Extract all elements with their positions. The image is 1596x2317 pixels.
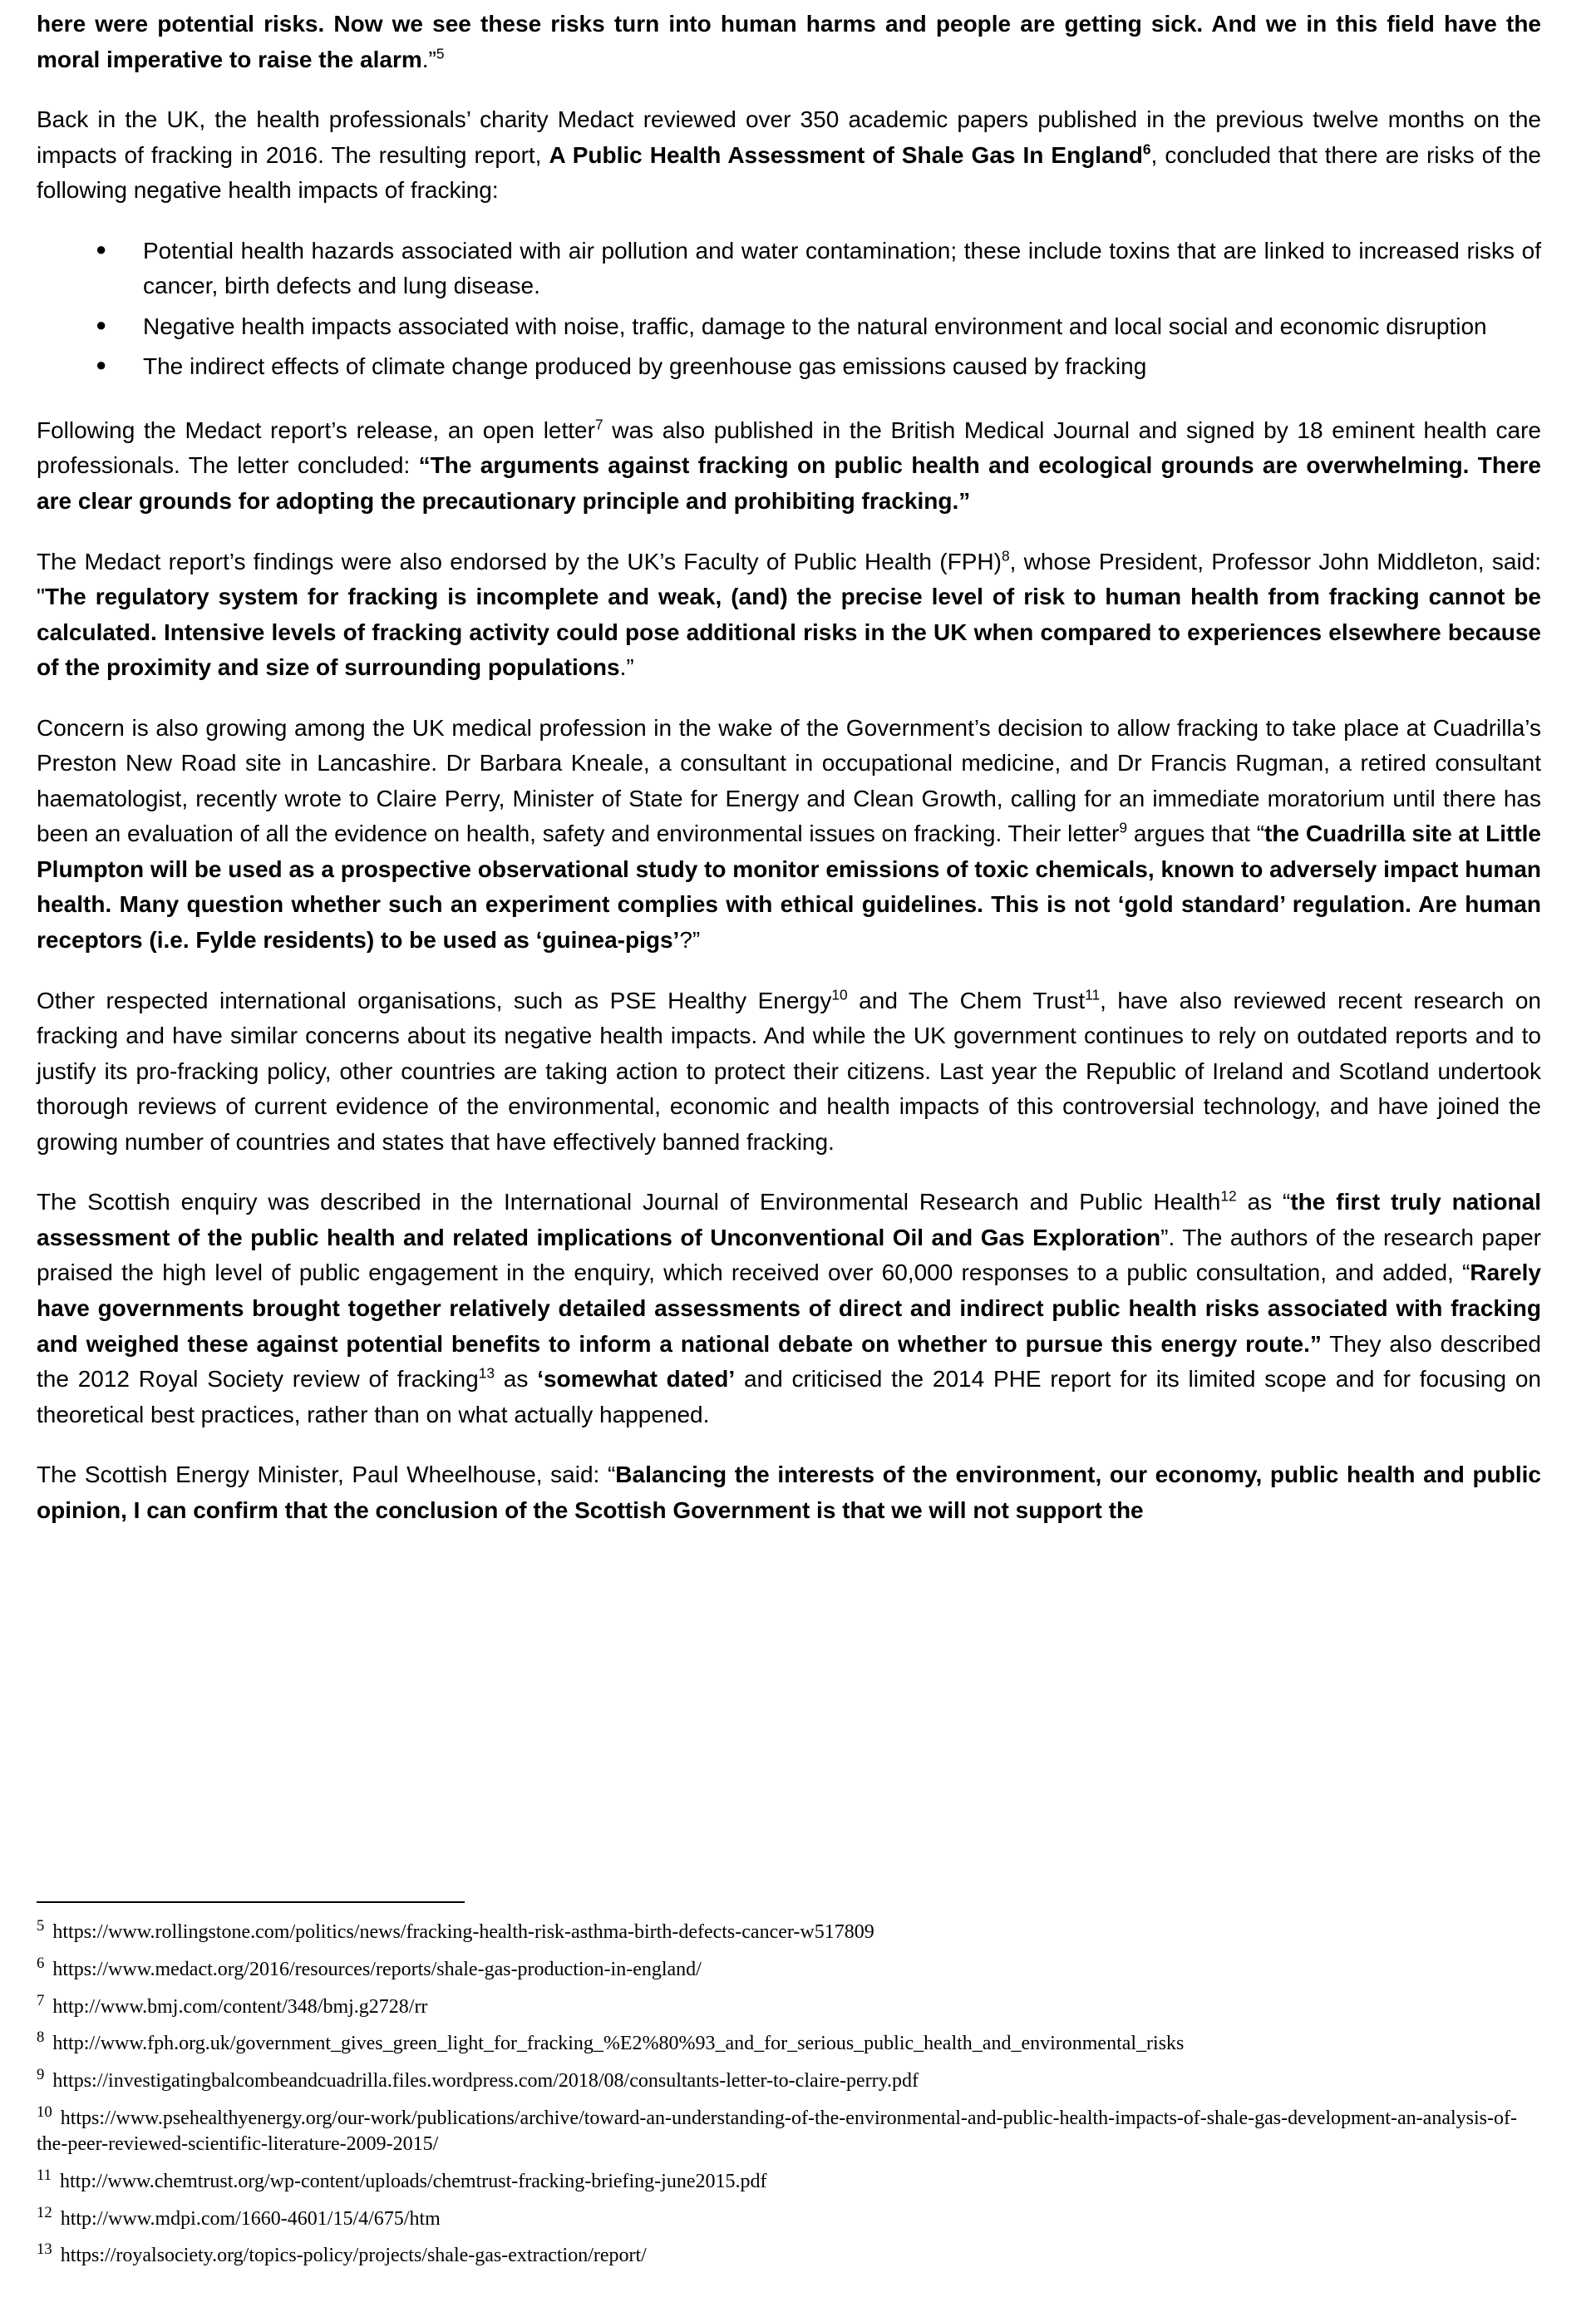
- bullet-list: [37, 234, 1541, 385]
- footnote-number: 10: [37, 2103, 52, 2121]
- text-run: Potential health hazards associated with air pollution and water contamination; these include toxins that are linked to increased risks of cancer, birth defects and lung disease.: [143, 237, 1541, 299]
- footnote-item: [37, 1991, 1541, 2021]
- paragraph: [37, 711, 1541, 959]
- bold-text-run: Balancing the interests of the environment, our economy, public health and public opinion, I can confirm that the conclusion of the Scottish Government is that we will not support the: [37, 1462, 1541, 1523]
- footnote-item: [37, 2166, 1541, 2196]
- footnote-number: 11: [37, 2166, 52, 2184]
- bullet-icon: ●: [96, 354, 107, 376]
- text-run: argues that “: [1127, 821, 1265, 847]
- footnote-item: [37, 2103, 1541, 2158]
- text-run: , whose President, Professor John Middleton, said: ": [37, 548, 1542, 610]
- footnote-ref: 9: [1119, 820, 1128, 837]
- footnote-url: https://www.psehealthyenergy.org/our-work/publications/archive/toward-an-understanding-of-the-environmental-and-public-health-impacts-of-shale-gas-development-an-analysis-of-the-peer-reviewed-scientific-literature-2009-2015/: [37, 2107, 1517, 2156]
- bullet-item: [96, 234, 1541, 304]
- footnote-number: 6: [37, 1954, 45, 1972]
- paragraph: [37, 413, 1541, 520]
- footnote-item: [37, 2243, 1541, 2270]
- text-run: Following the Medact report’s release, an open letter: [37, 417, 595, 443]
- footnote-ref: 12: [1220, 1187, 1237, 1205]
- footnote-url: http://www.chemtrust.org/wp-content/uploads/chemtrust-fracking-briefing-june2015.pdf: [55, 2170, 767, 2192]
- text-run: and The Chem Trust: [847, 987, 1086, 1013]
- footnote-number: 9: [37, 2065, 45, 2083]
- footnote-url: https://royalsociety.org/topics-policy/projects/shale-gas-extraction/report/: [55, 2245, 647, 2267]
- text-run: They also described the 2012 Royal Society review of fracking: [37, 1330, 1541, 1393]
- footnote-url: http://www.fph.org.uk/government_gives_green_light_for_fracking_%E2%80%93_and_for_serious_public_health_and_environmental_risks: [47, 2033, 1185, 2055]
- document-body: [37, 7, 1541, 1553]
- text-run: .”: [619, 654, 634, 681]
- footnote-number: 12: [37, 2203, 52, 2221]
- text-run: as: [495, 1366, 538, 1393]
- bold-text-run: ‘somewhat dated’: [537, 1366, 736, 1393]
- bullet-item: [96, 309, 1541, 345]
- page-bottom-spacer: [37, 1553, 1541, 1901]
- footnote-url: https://www.medact.org/2016/resources/reports/shale-gas-production-in-england/: [47, 1958, 702, 1980]
- text-run: The indirect effects of climate change produced by greenhouse gas emissions caused by fracking: [143, 353, 1147, 380]
- text-run: and criticised the 2014 PHE report for its limited scope and for focusing on theoretical best practices, rather than on what actually happened.: [37, 1366, 1541, 1427]
- footnote-item: [37, 1917, 1541, 1946]
- text-run: Other respected international organisations, such as PSE Healthy Energy: [37, 987, 832, 1013]
- text-run: The Scottish enquiry was described in the International Journal of Environmental Research and Public Health: [37, 1189, 1221, 1215]
- text-run: The Medact report’s findings were also endorsed by the UK’s Faculty of Public Health (FPH): [37, 548, 1002, 574]
- footnote-url: http://www.mdpi.com/1660-4601/15/4/675/htm: [55, 2207, 441, 2230]
- footnote-ref: 5: [436, 45, 445, 62]
- text-run: The Scottish Energy Minister, Paul Wheelhouse, said: “: [37, 1462, 616, 1488]
- text-run: , concluded that there are risks of the following negative health impacts of fracking:: [37, 141, 1541, 204]
- text-run: ”. The authors of the research paper praised the high level of public engagement in the enquiry, which received over 60,000 responses to a public consultation, and added, “: [37, 1224, 1542, 1286]
- footnote-url: https://www.rollingstone.com/politics/news/fracking-health-risk-asthma-birth-defects-cancer-w517809: [47, 1921, 874, 1944]
- footnote-number: 8: [37, 2029, 45, 2047]
- bold-text-run: the first truly national assessment of the public health and related implications of Unconventional Oil and Gas Exploration: [37, 1189, 1541, 1250]
- footnote-separator: [37, 1901, 465, 1903]
- footnote-url: https://investigatingbalcombeandcuadrilla.files.wordpress.com/2018/08/consultants-letter-to-claire-perry.pdf: [47, 2069, 919, 2092]
- bold-text-run: “The arguments against fracking on public health and ecological grounds are overwhelming. There are clear grounds for adopting the precautionary principle and prohibiting fracking.”: [37, 452, 1541, 515]
- footnote-number: 13: [37, 2241, 52, 2259]
- footnote-ref: 7: [594, 416, 603, 433]
- footnote-item: [37, 1954, 1541, 1984]
- footnote-ref: 6: [1142, 140, 1151, 158]
- paragraph: [37, 545, 1541, 686]
- footnote-item: [37, 2065, 1541, 2095]
- text-run: was also published in the British Medical Journal and signed by 18 eminent health care professionals. The letter concluded:: [37, 417, 1541, 479]
- bullet-icon: ●: [96, 238, 107, 259]
- bold-text-run: Rarely have governments brought together relatively detailed assessments of direct and indirect public health risks associated with fracking and weighed these against potential benefits to inform a national debate on whether to pursue this energy route.”: [37, 1260, 1541, 1357]
- text-run: ?”: [679, 927, 701, 954]
- bold-text-run: A Public Health Assessment of Shale Gas In England: [549, 141, 1143, 168]
- footnote-ref: 10: [831, 986, 848, 1003]
- text-run: .”: [421, 46, 436, 72]
- paragraph: [37, 102, 1541, 209]
- bullet-item: [96, 349, 1541, 385]
- footnote-url: http://www.bmj.com/content/348/bmj.g2728/rr: [47, 1995, 428, 2018]
- footnote-number: 5: [37, 1917, 45, 1935]
- paragraph: [37, 7, 1541, 77]
- bold-text-run: here were potential risks. Now we see these risks turn into human harms and people are getting sick. And we in this field have the moral imperative to raise the alarm: [37, 11, 1541, 72]
- footnote-ref: 8: [1001, 547, 1010, 564]
- text-run: Negative health impacts associated with noise, traffic, damage to the natural environment and local social and economic disruption: [143, 313, 1487, 339]
- paragraph: [37, 1185, 1541, 1432]
- footnotes-section: [37, 1901, 1541, 2317]
- bullet-icon: ●: [96, 313, 107, 335]
- text-run: , have also reviewed recent research on fracking and have similar concerns about its negative health impacts. And while the UK government continues to rely on outdated reports and to justify its pro-fracking policy, other countries are taking action to protect their citizens. Last year the Republic of Ireland and Scotland undertook thorough reviews of current evidence of the environmental, economic and health impacts of this controversial technology, and have joined the growing number of countries and states that have effectively banned fracking.: [37, 987, 1541, 1155]
- footnote-ref: 11: [1085, 986, 1101, 1003]
- footnote-list: [37, 1917, 1541, 2270]
- text-run: Concern is also growing among the UK medical profession in the wake of the Government’s decision to allow fracking to take place at Cuadrilla’s Preston New Road site in Lancashire. Dr Barbara Kneale, a consultant in occupational medicine, and Dr Francis Rugman, a retired consultant haematologist, recently wrote to Claire Perry, Minister of State for Energy and Clean Growth, calling for an immediate moratorium until there has been an evaluation of all the evidence on health, safety and environmental issues on fracking. Their letter: [37, 714, 1541, 847]
- paragraph: [37, 983, 1541, 1161]
- footnote-item: [37, 2203, 1541, 2233]
- text-run: Back in the UK, the health professionals’ charity Medact reviewed over 350 academic papers published in the previous twelve months on the impacts of fracking in 2016. The resulting report,: [37, 106, 1541, 168]
- bold-text-run: The regulatory system for fracking is incomplete and weak, (and) the precise level of risk to human health from fracking cannot be calculated. Intensive levels of fracking activity could pose additional risks in the UK when compared to experiences elsewhere because of the proximity and size of surrounding populations: [37, 584, 1541, 681]
- paragraph: [37, 1457, 1541, 1528]
- footnote-item: [37, 2031, 1541, 2058]
- text-run: as “: [1236, 1189, 1291, 1215]
- footnote-number: 7: [37, 1991, 45, 2009]
- footnote-ref: 13: [478, 1364, 495, 1382]
- bold-text-run: the Cuadrilla site at Little Plumpton will be used as a prospective observational study to monitor emissions of toxic chemicals, known to adversely impact human health. Many question whether such an experiment complies with ethical guidelines. This is not ‘gold standard’ regulation. Are human receptors (i.e. Fylde residents) to be used as ‘guinea-pigs’: [37, 821, 1541, 954]
